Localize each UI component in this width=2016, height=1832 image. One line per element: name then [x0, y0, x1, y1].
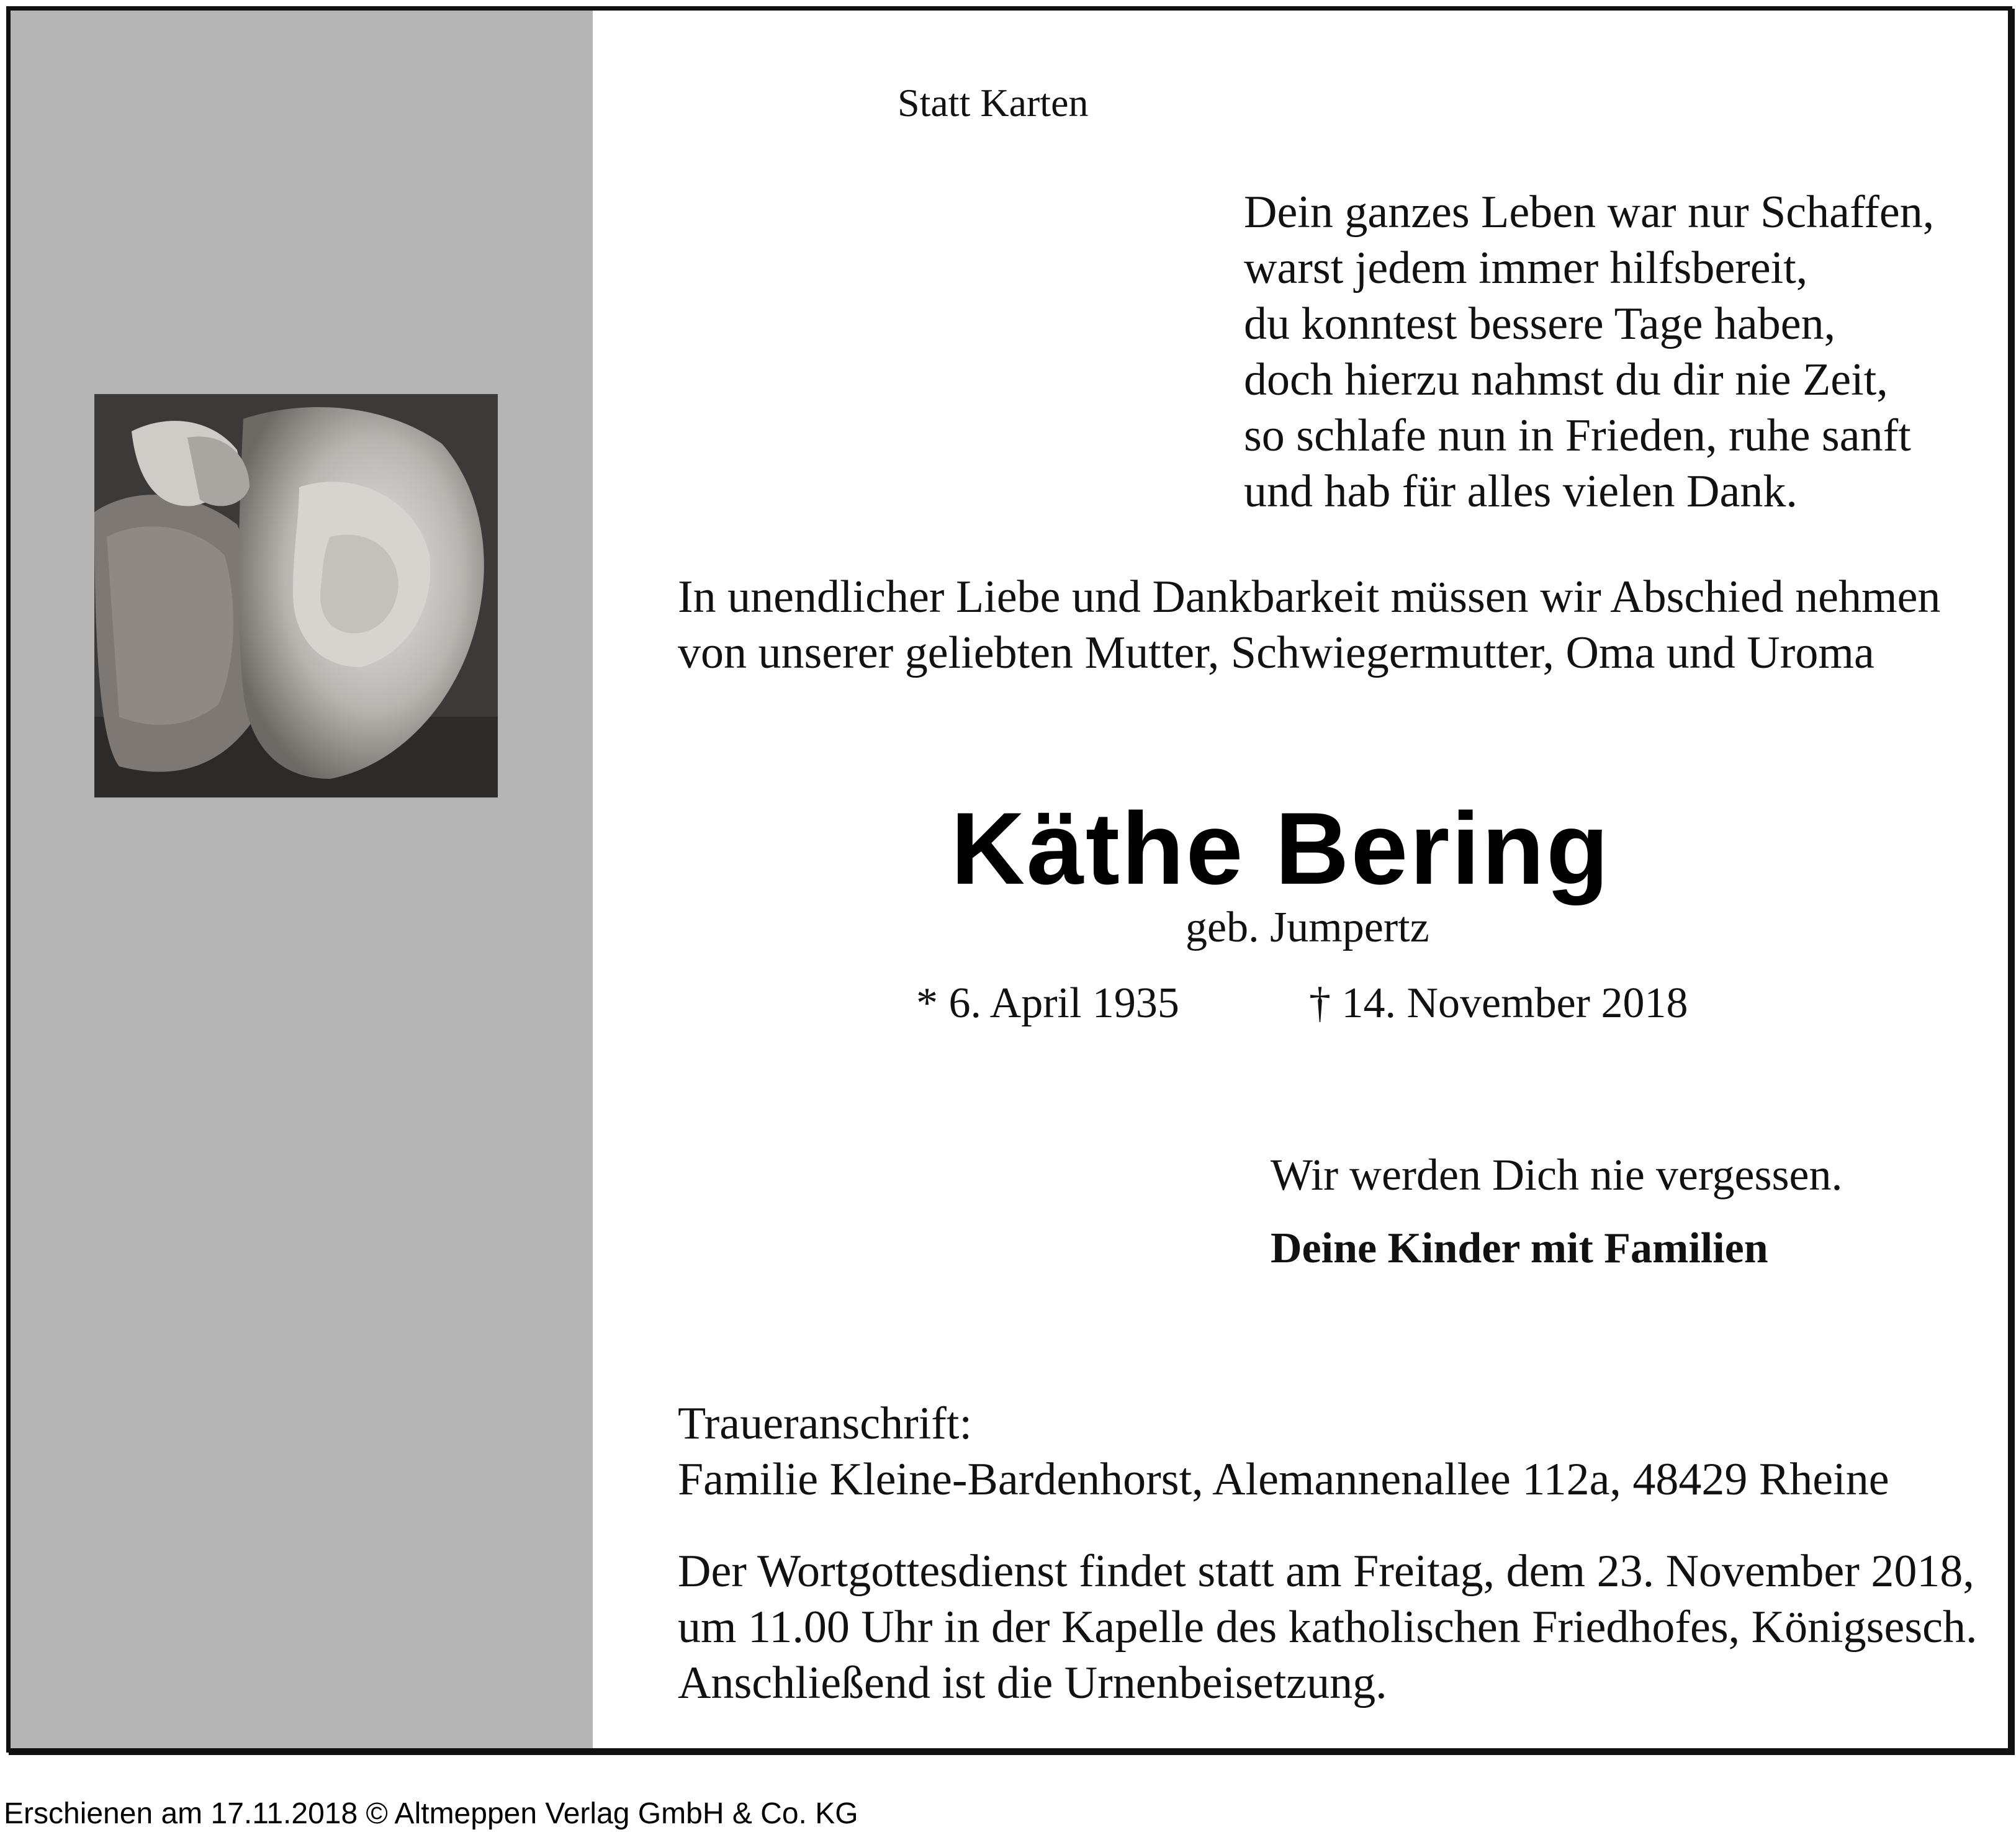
service-line: Anschließend ist die Urnenbeisetzung.: [678, 1658, 1387, 1709]
service-paragraph: [678, 1543, 1977, 1711]
mourning-address-label: Traueranschrift:: [678, 1398, 973, 1449]
signature: Deine Kinder mit Familien: [1271, 1224, 1768, 1272]
rose-icon: [94, 394, 498, 797]
intro-line: von unserer geliebten Mutter, Schwiegermutter, Oma und Uroma: [678, 627, 1874, 678]
poem-line: Dein ganzes Leben war nur Schaffen,: [1244, 187, 1935, 238]
poem-line: doch hierzu nahmst du dir nie Zeit,: [1244, 354, 1888, 405]
poem: [1244, 184, 1934, 519]
death-date: † 14. November 2018: [1309, 979, 1688, 1027]
intro-paragraph: [678, 569, 1940, 681]
poem-line: warst jedem immer hilfsbereit,: [1244, 243, 1808, 294]
poem-line: so schlafe nun in Frieden, ruhe sanft: [1244, 410, 1911, 461]
deceased-name: Käthe Bering: [951, 791, 1611, 905]
birth-name: geb. Jumpertz: [1186, 904, 1429, 951]
mourning-address: Familie Kleine-Bardenhorst, Alemannenallee 112a, 48429 Rheine: [678, 1454, 1889, 1505]
statt-karten-header: Statt Karten: [898, 81, 1089, 125]
closing-line: Wir werden Dich nie vergessen.: [1271, 1150, 1843, 1200]
publication-footer: Erschienen am 17.11.2018 © Altmeppen Verlag GmbH & Co. KG: [4, 1797, 858, 1830]
poem-line: und hab für alles vielen Dank.: [1244, 466, 1798, 517]
obituary-notice: [6, 6, 2012, 1753]
intro-line: In unendlicher Liebe und Dankbarkeit müssen wir Abschied nehmen: [678, 572, 1941, 622]
rose-photo: [94, 394, 498, 797]
sidebar-panel: [11, 11, 593, 1748]
service-line: Der Wortgottesdienst findet statt am Freitag, dem 23. November 2018,: [678, 1546, 1974, 1597]
poem-line: du konntest bessere Tage haben,: [1244, 299, 1836, 349]
birth-date: * 6. April 1935: [916, 979, 1179, 1027]
service-line: um 11.00 Uhr in der Kapelle des katholischen Friedhofes, Königsesch.: [678, 1602, 1978, 1653]
